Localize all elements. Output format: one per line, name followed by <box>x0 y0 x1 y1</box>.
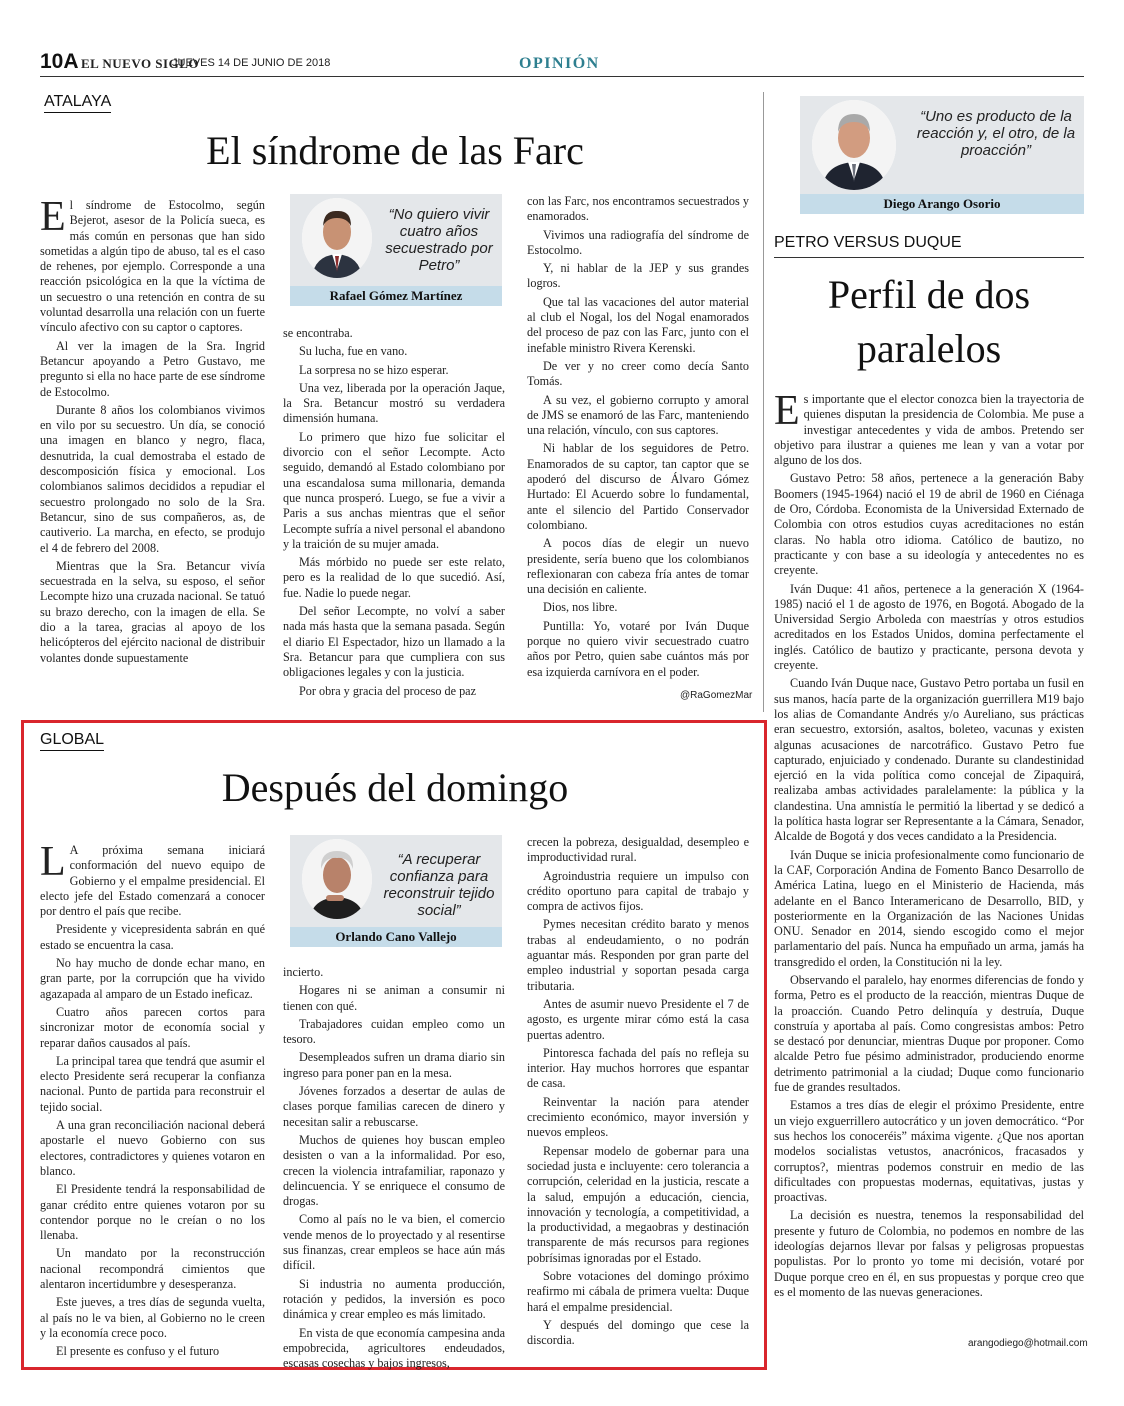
paragraph: Cuando Iván Duque nace, Gustavo Petro portaba un fusil en sus manos, hacía parte de la organización guerrillera M19 bajo los alias de Comandante Andrés y/o Aureliano, sus prácticas eran secuestro, extorsión, asaltos, boleteo, vacunas y existen algunas acusaciones de narcotráfico. Gustavo Petro fue capturado, enjuiciado y condenado. Durante su clandestinidad ejerció en la vida política como concejal de Zipaquirá, realizaba ambas actividades paralelamente: la pública y la clandestina. Una amnistía le permitió la libertad y se dedicó a la política hasta lograr ser Representante a la Cámara, Senador, Alcalde de Bogotá y dos veces candidato a la Presidencia. <box>774 676 1084 844</box>
pull-quote: “Uno es producto de la reacción y, el otro, de la proacción” <box>916 108 1076 159</box>
paragraph: Y, ni hablar de la JEP y sus grandes logros. <box>527 261 749 291</box>
paragraph: Observando el paralelo, hay enormes diferencias de fondo y forma, Petro es el producto de la reacción, mientras Duque de la proacción. Cuando Petro delinquía y destruía, Duque construía y aportaba al país. Como congresistas ambos: Petro se destacó por denunciar, mientras Duque por proponer. Como alcalde Petro fue pésimo administrador, produciendo enorme detrimento patrimonial a la ciudad; Duque como funcionario fue de grandes resultados. <box>774 972 1084 1095</box>
author-quote-box <box>800 96 1084 194</box>
headline-line-1: Perfil de dos <box>827 272 1031 317</box>
paragraph: con las Farc, nos encontramos secuestrados y enamorados. <box>527 194 749 224</box>
paragraph: La decisión es nuestra, tenemos la responsabilidad del presente y futuro de Colombia, no podemos en nombre de las ideologías dejarnos llevar por falsas y peligrosas propuestas populistas. Por lo pronto yo tome mi decisión, votaré por Duque porque creo en él, en sus propuestas y porque creo que es el momento de las nuevas generaciones. <box>774 1208 1084 1299</box>
paragraph: Antes de asumir nuevo Presidente el 7 de agosto, es urgente mirar cómo está la casa puertas adentro. <box>527 996 749 1042</box>
article-column-3 <box>527 835 749 1352</box>
paragraph: l síndrome de Estocolmo, según Bejerot, asesor de la Policía sueca, es más común en personas que han sido sometidas a algún tipo de abuso, tal es el caso de rehenes, por ejemplo. Corresponde a una reacción psicológica en la que la víctima de un secuestro o una retención en contra de su voluntad desarrolla una relación con un fuerte vínculo afectivo con su captor o captores. <box>40 198 265 335</box>
issue-date: JUEVES 14 DE JUNIO DE 2018 <box>172 57 331 69</box>
paragraph: incierto. <box>283 965 324 979</box>
author-photo <box>302 198 372 278</box>
paragraph: El presente es confuso y el futuro <box>56 1344 220 1359</box>
paragraph: Su lucha, fue en vano. <box>299 344 408 359</box>
section-title: OPINIÓN <box>519 55 600 72</box>
author-portrait-icon <box>302 839 372 919</box>
pull-quote: “No quiero vivir cuatro años secuestrado por Petro” <box>385 206 493 274</box>
headline-global: Después del domingo <box>221 765 569 810</box>
author-quote-box <box>290 835 502 944</box>
paragraph: Lo primero que hizo fue solicitar el divorcio con el señor Lecompte. Acto seguido, demandó al Estado colombiano por una escandalosa suma millonaria, demanda que nunca prosperó. Luego, se fue a vivir a Paris a sus anchas mientras que el señor Lecompte sufría a nivel personal el abandono y la traición de su mujer amada. <box>283 429 505 551</box>
article-column <box>774 388 1084 1303</box>
paragraph: Reinventar la nación para atender crecimiento económico, mayor inversión y nuevos empleos. <box>527 1094 749 1140</box>
paragraph: se encontraba. <box>283 326 353 340</box>
paragraph: Presidente y vicepresidenta sabrán en qué estado se encuentra la casa. <box>40 922 265 952</box>
author-name: Diego Arango Osorio <box>800 194 1084 214</box>
paragraph: Trabajadores cuidan empleo como un tesoro. <box>283 1016 505 1047</box>
paragraph: Mientras que la Sra. Betancur vivía secuestrada en la selva, su esposo, el señor Lecompte hizo una cruzada nacional. Se tatuó su brazo derecho, con la imagen de ella. Se dio a la tarea, gracias al apoyo de los helicópteros del ejército nacional de distribuir volantes donde supuestamente <box>40 558 265 665</box>
paragraph: Vivimos una radiografía del síndrome de Estocolmo. <box>527 227 749 257</box>
page-number: 10A <box>40 50 79 73</box>
paragraph: Un mandato por la reconstrucción nacional recompondrá cimientos que alentaron incertidumbre y desesperanza. <box>40 1246 265 1292</box>
paragraph: La sorpresa no se hizo esperar. <box>299 362 449 377</box>
paragraph: No hay mucho de donde echar mano, en gran parte, por la corrupción que ha vivido agazapada al amparo de un Estado ineficaz. <box>40 956 265 1001</box>
article-column-1 <box>40 839 265 1363</box>
paragraph: Estamos a tres días de elegir el próximo Presidente, entre un viejo exguerrillero autocrático y un joven democrático. “Por sus hechos los conoceréis” máxima vigente. ¿Que nos aportan modelos socialistas vetustos, anacrónicos, fracasados y corruptos?, mientras podemos construir en medio de las dificultades con propuestas modernas, equitativas, justas y proactivas. <box>774 1098 1084 1205</box>
paragraph: Dios, nos libre. <box>543 600 618 615</box>
author-photo <box>812 100 896 190</box>
paragraph: Repensar modelo de gobernar para una sociedad justa e incluyente: cero tolerancia a corrupción, celeridad en la justicia, rescate a la salud, empujón a educación, ciencia, innovación y tecnología, a competitividad, a la productividad, a megaobras y destinación transparente de más recursos para regiones pobrísimas ignoradas por el Estado. <box>527 1143 749 1265</box>
paragraph: Ni hablar de los seguidores de Petro. Enamorados de su captor, tan captor que se apoderó del discurso de Álvaro Gómez Hurtado: El Acuerdo sobre lo fundamental, ante el silencio del Partido Conservador colombiano. <box>527 441 749 532</box>
paragraph: El Presidente tendrá la responsabilidad de ganar crédito entre quienes votaron por su contendor porque no le creían o no los llenaba. <box>40 1182 265 1243</box>
author-signature: arangodiego@hotmail.com <box>968 1338 1088 1349</box>
paragraph: A próxima semana iniciará conformación del nuevo equipo de Gobierno y el empalme presidencial. El electo jefe del Estado comenzará a conocer por dentro el país que recibe. <box>40 843 265 919</box>
pull-quote: “A recuperar confianza para reconstruir tejido social” <box>383 851 495 919</box>
paragraph: En vista de que economía campesina anda empobrecida, agricultores endeudados, escasas cosechas y bajos ingresos, <box>283 1325 505 1371</box>
headline-atalaya: El síndrome de las Farc <box>206 128 584 173</box>
drop-cap: L <box>40 839 66 885</box>
kicker-global: GLOBAL <box>40 731 104 751</box>
kicker-rule <box>774 257 1084 258</box>
author-signature: @RaGomezMar <box>680 690 753 701</box>
paragraph: De ver y no creer como decía Santo Tomás. <box>527 358 749 389</box>
paragraph: A su vez, el gobierno corrupto y amoral de JMS se enamoró de las Farc, manteniendo una relación, vínculo, con sus captores. <box>527 392 749 438</box>
headline-line-2: paralelos <box>856 326 1002 371</box>
masthead-rule <box>40 76 1084 77</box>
article-column-3 <box>527 194 749 683</box>
paragraph: A pocos días de elegir un nuevo presidente, sería bueno que los colombianos reflexionaran con cabeza fría antes de tomar una decisión en caliente. <box>527 536 749 597</box>
paragraph: Agroindustria requiere un impulso con crédito oportuno para capital de trabajo y compra de activos fijos. <box>527 868 749 914</box>
column-divider <box>763 92 764 712</box>
author-portrait-icon <box>812 100 896 190</box>
paragraph: A una gran reconciliación nacional deberá apostarle el nuevo Gobierno con sus electores, contradictores y quienes votaron en blanco. <box>40 1118 265 1178</box>
paragraph: Sobre votaciones del domingo próximo reafirmo mi cábala de primera vuelta: Duque hará el empalme presidencial. <box>527 1269 749 1314</box>
paragraph: s importante que el elector conozca bien la trayectoria de quienes disputan la presidencia de Colombia. Me puse a investigar antecedentes y vida de ambos. Pretendo ser objetivo para ilustrar a quienes me lean y van a votar por alguno de los dos. <box>774 392 1084 468</box>
kicker-atalaya: ATALAYA <box>44 93 111 113</box>
paragraph: Este jueves, a tres días de segunda vuelta, al país no le va bien, al Gobierno no le creen y la economía crece poco. <box>40 1295 265 1340</box>
paragraph: Pymes necesitan crédito barato y menos trabas al endeudamiento, o no podrán aguantar más. Responden por gran parte del empleo industrial y soportan pesada carga tributaria. <box>527 917 749 993</box>
drop-cap: E <box>774 388 800 434</box>
paragraph: Hogares ni se animan a consumir ni tienen con qué. <box>283 983 505 1013</box>
paragraph: Durante 8 años los colombianos vivimos en vilo por su secuestro. Un día, se conoció una imagen en blanco y negro, flaca, desnutrida, la cual demostraba el estado de descomposición física y emocional. Los colombianos salimos decididos a repudiar el secuestro prolongado no solo de la Sra. Betancur, sino de sus compañeros, as, de cautiverio. La marcha, en efecto, se produjo el 4 de febrero del 2008. <box>40 402 265 555</box>
article-column-2 <box>283 326 505 702</box>
author-name: Orlando Cano Vallejo <box>290 927 502 947</box>
paragraph: Jóvenes forzados a desertar de aulas de clases porque familias carecen de dinero y necesitan salir a rebuscarse. <box>283 1084 505 1129</box>
paragraph: Del señor Lecompte, no volví a saber nada más hasta que la semana pasada. Según el diario El Espectador, hizo un llamado a la Sra. Betancur para que cumpliera con sus obligaciones legales y con la justicia. <box>283 604 505 680</box>
article-column-1 <box>40 194 265 669</box>
paragraph: crecen la pobreza, desigualdad, desempleo e improductividad rural. <box>527 835 749 865</box>
paragraph: Y después del domingo que cese la discordia. <box>527 1317 749 1348</box>
paragraph: Gustavo Petro: 58 años, pertenece a la generación Baby Boomers (1945-1964) nació el 19 de abril de 1960 en Ciénaga de Oro, Córdoba. Economista de la Universidad Externado de Colombia con otros estudios cuyas acreditaciones no están claras. No habla otro idioma. Católico de bautizo, no practicante y con base a su ideología y antecedentes no es creyente. <box>774 471 1084 578</box>
paragraph: Cuatro años parecen cortos para sincronizar motor de economía social y reparar daños causados al país. <box>40 1004 265 1050</box>
article-column-2 <box>283 965 505 1374</box>
author-portrait-icon <box>302 198 372 278</box>
kicker-petro-duque: PETRO VERSUS DUQUE <box>774 234 962 251</box>
paragraph: Más mórbido no puede ser este relato, pero es la realidad de lo que sucedió. Así, fue. Nadie lo puede negar. <box>283 555 505 600</box>
author-photo <box>302 839 372 919</box>
paragraph: Al ver la imagen de la Sra. Ingrid Betancur apoyando a Petro Gustavo, me pregunto si ella no hace parte de ese síndrome de Estocolmo. <box>40 338 265 399</box>
paragraph: Iván Duque: 41 años, pertenece a la generación X (1964-1985) nació el 1 de agosto de 1976, en Bogotá. Abogado de la Universidad Sergio Arboleda con maestrías y otros estudios acreditados en los Estados Unidos, domina perfectamente el inglés. Católico de bautizo y practicante, persona devota y creyente. <box>774 581 1084 673</box>
paragraph: Que tal las vacaciones del autor material al club el Nogal, los del Nogal enamorados del proceso de paz con las Farc, junto con el inefable ministro Rivera Kerenski. <box>527 294 749 355</box>
paragraph: Muchos de quienes hoy buscan empleo desisten o van a la informalidad. Por eso, crecen la violencia intrafamiliar, raponazo y delincuencia. Y se enriquece el consumo de drogas. <box>283 1132 505 1209</box>
paragraph: Iván Duque se inicia profesionalmente como funcionario de la CAF, Corporación Andina de Fomento Banco Desarrollo de América Latina, luego en el Ministerio de Hacienda, más adelante en el Banco Interamericano de Desarrollo, BID, y posteriormente en la Organización de las Naciones Unidas ONU. Senador en 2014, siendo escogido como el mejor parlamentario del país. Nunca ha empuñado un arma, jamás ha transgredido el orden, la Constitución ni la ley. <box>774 847 1084 969</box>
paragraph: Pintoresca fachada del país no refleja su interior. Hay muchos horrores que espantar de casa. <box>527 1045 749 1091</box>
paragraph: Puntilla: Yo, votaré por Iván Duque porque no quiero vivir secuestrado cuatro años por Petro, quien sabe cuántos más por esa izquierda carnívora en el poder. <box>527 618 749 679</box>
author-name: Rafael Gómez Martínez <box>290 286 502 306</box>
paragraph: La principal tarea que tendrá que asumir el electo Presidente será recuperar la confianza nacional. Punto de partida para reconstruir el tejido social. <box>40 1053 265 1114</box>
paragraph: Si industria no aumenta producción, rotación y pedidos, la inversión es poco dinámica y crear empleo es más limitado. <box>283 1276 505 1322</box>
paragraph: Como al país no le va bien, el comercio vende menos de lo proyectado y al resentirse sus finanzas, crear empleos se hace aún más difícil. <box>283 1212 505 1273</box>
paragraph: Por obra y gracia del proceso de paz <box>299 683 476 698</box>
paper-name: EL NUEVO SIGLO <box>81 56 199 71</box>
paragraph: Una vez, liberada por la operación Jaque, la Sra. Betancur mostró su verdadera dimensión humana. <box>283 380 505 426</box>
paragraph: Desempleados sufren un drama diario sin ingreso para poner pan en la mesa. <box>283 1050 505 1080</box>
author-quote-box <box>290 194 502 303</box>
drop-cap: E <box>40 194 66 240</box>
